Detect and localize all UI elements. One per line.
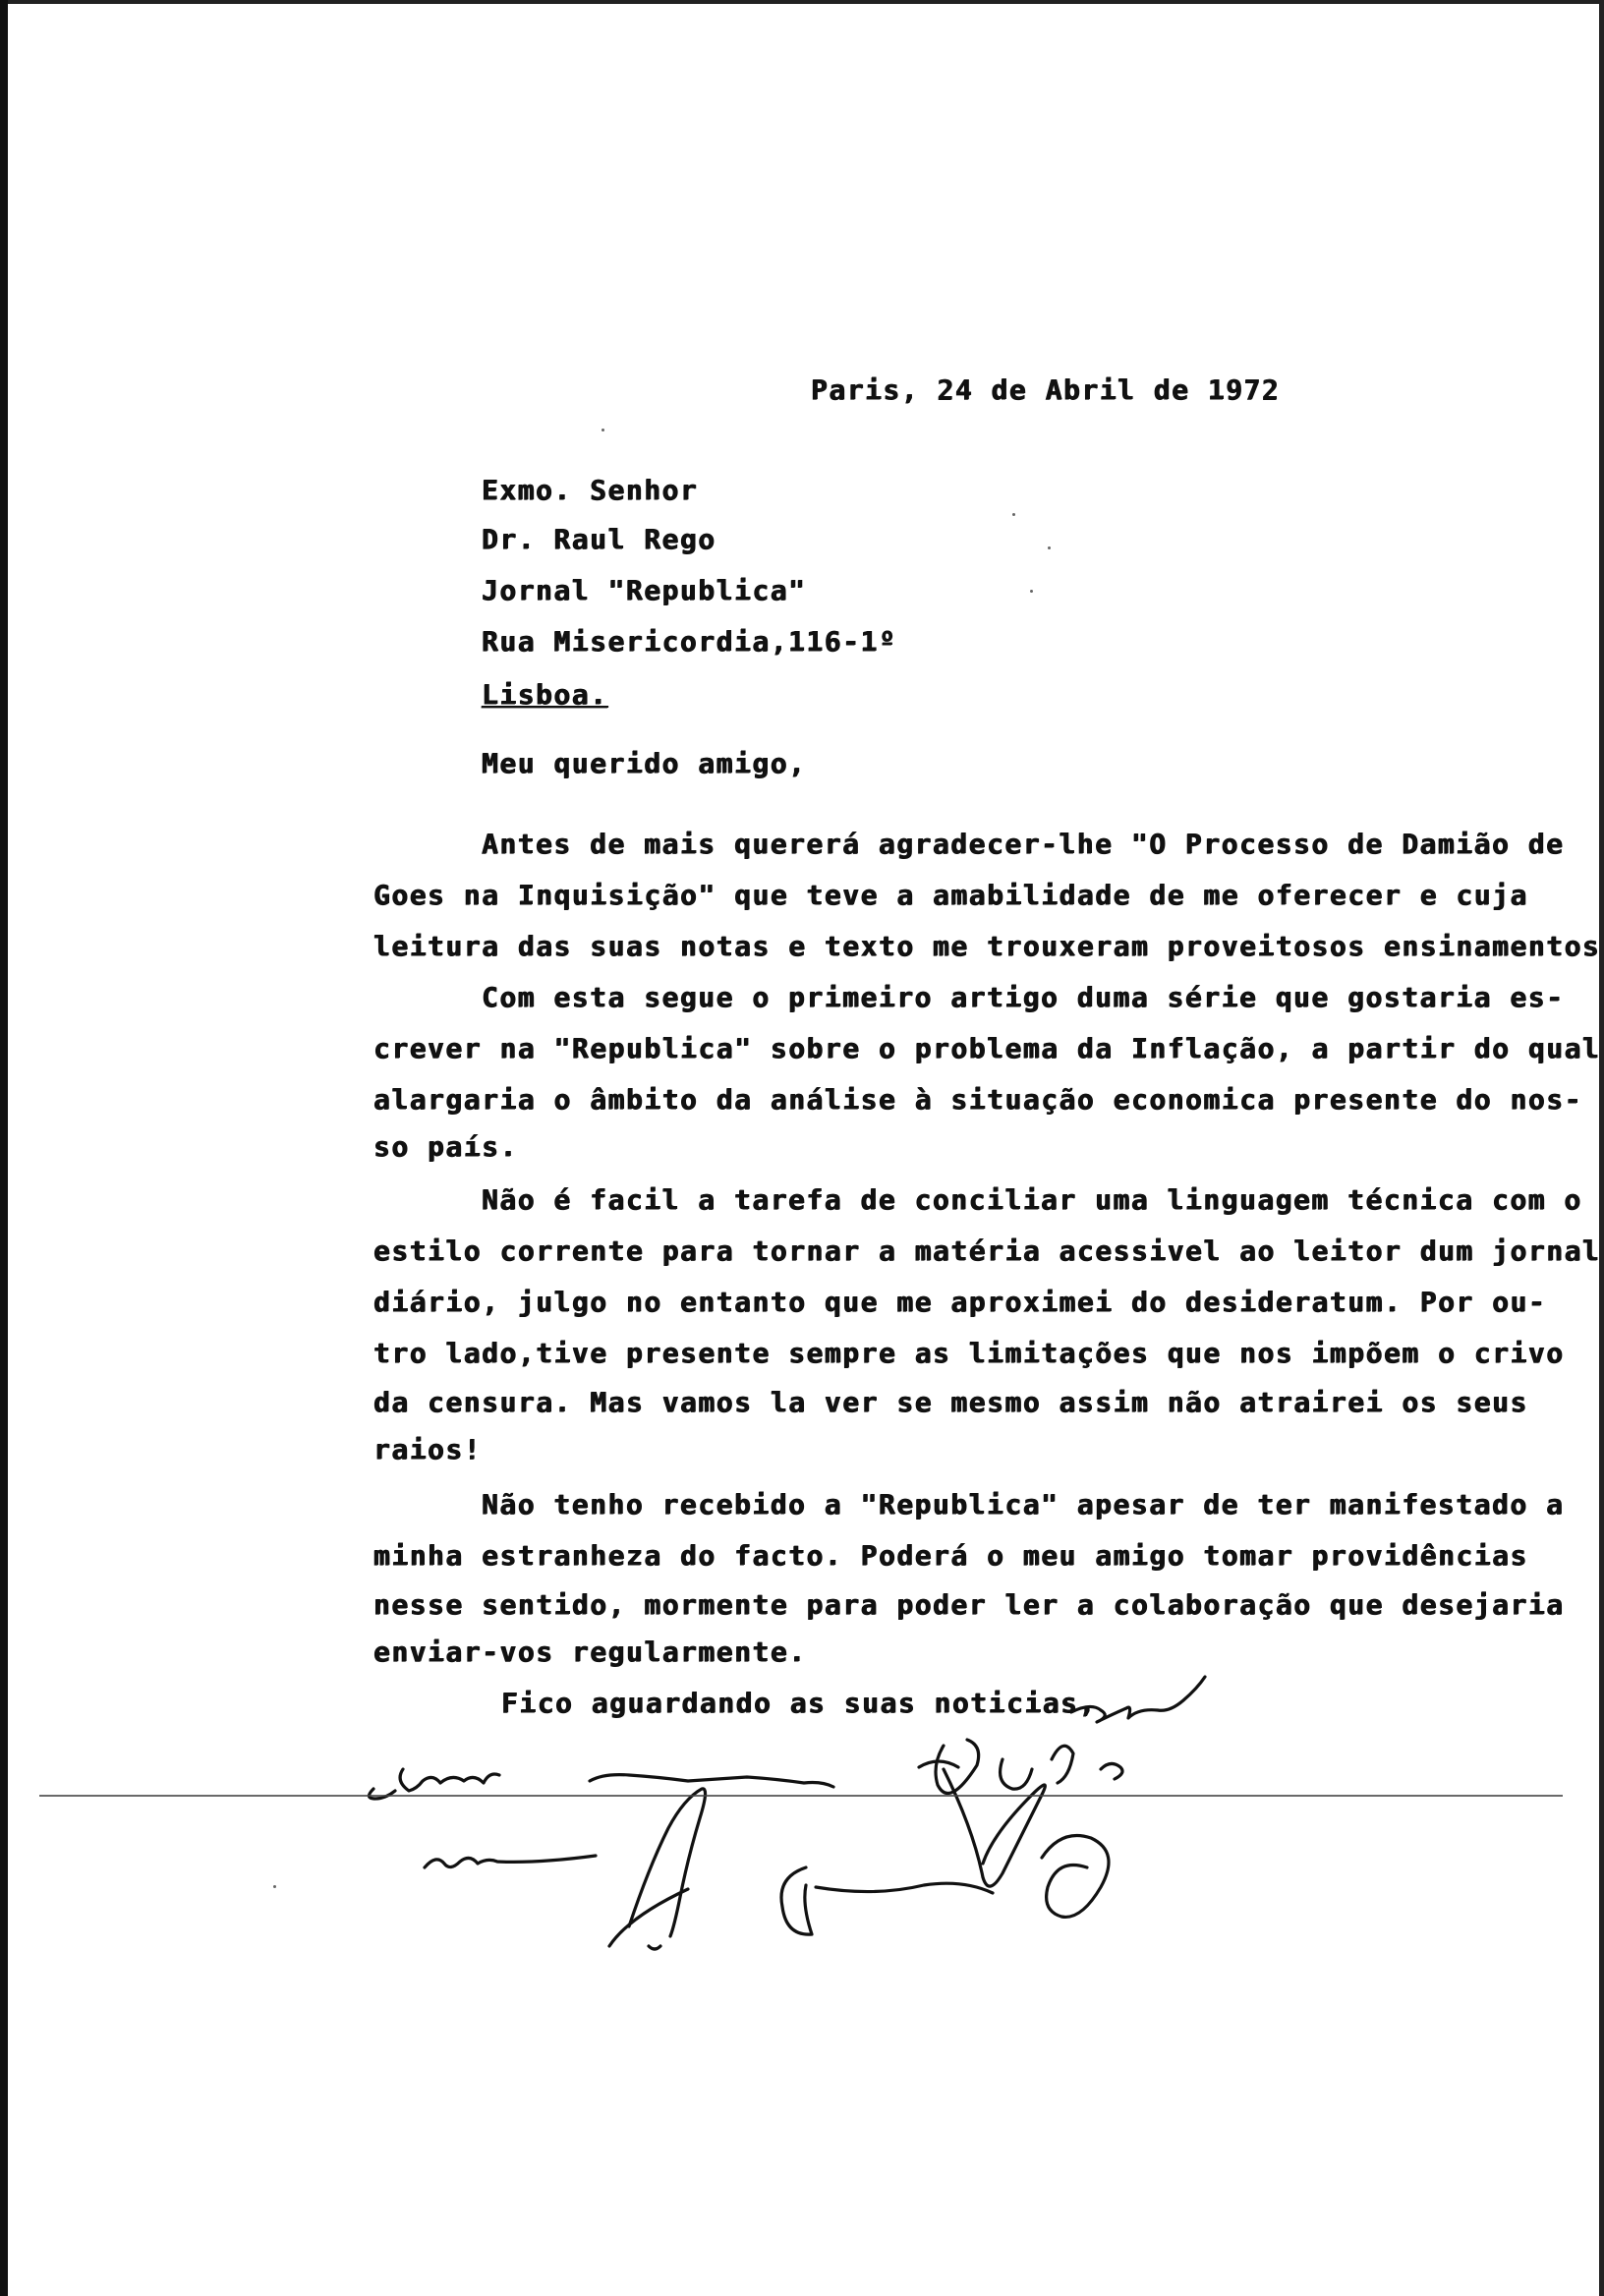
scan-edge-top: [0, 0, 1604, 4]
body-line: leitura das suas notas e texto me trouxeram proveitosos ensinamentos: [373, 930, 1601, 962]
body-line: crever na "Republica" sobre o problema da Inflação, a partir do qual: [373, 1032, 1601, 1064]
body-line: Não é facil a tarefa de conciliar uma linguagem técnica com o: [482, 1183, 1582, 1216]
body-line: da censura. Mas vamos la ver se mesmo assim não atrairei os seus: [373, 1386, 1528, 1418]
handwritten-signature: [354, 1651, 1582, 1966]
address-line-2: Dr. Raul Rego: [482, 523, 716, 555]
address-line-1: Exmo. Senhor: [482, 474, 699, 506]
body-line: tro lado,tive presente sempre as limitações que nos impõem o crivo: [373, 1337, 1565, 1369]
salutation: Meu querido amigo,: [482, 747, 807, 779]
body-line: Goes na Inquisição" que teve a amabilidade de me oferecer e cuja: [373, 879, 1528, 911]
body-line: alargaria o âmbito da análise à situação economica presente do nos-: [373, 1083, 1582, 1116]
address-line-5: Lisboa.: [482, 678, 608, 711]
body-line: estilo corrente para tornar a matéria acessivel ao leitor dum jornal: [373, 1234, 1601, 1267]
address-line-3: Jornal "Republica": [482, 574, 807, 606]
ink-speck: [1012, 513, 1015, 516]
scan-edge-right: [1599, 0, 1604, 2296]
closing-line: Fico aguardando as suas noticias,: [501, 1687, 1097, 1719]
body-line: raios!: [373, 1433, 483, 1465]
page-fold-line: [39, 1795, 1563, 1797]
address-line-4: Rua Misericordia,116-1º: [482, 625, 897, 658]
ink-speck: [1030, 590, 1033, 593]
body-line: diário, julgo no entanto que me aproximei do desideratum. Por ou-: [373, 1286, 1547, 1318]
ink-speck: [602, 429, 604, 431]
body-line: nesse sentido, mormente para poder ler a colaboração que desejaria: [373, 1588, 1565, 1621]
body-line: Com esta segue o primeiro artigo duma série que gostaria es-: [482, 981, 1565, 1013]
body-line: Antes de mais quererá agradecer-lhe "O Processo de Damião de: [482, 828, 1565, 860]
body-line: Não tenho recebido a "Republica" apesar de ter manifestado a: [482, 1488, 1565, 1521]
body-line: so país.: [373, 1130, 518, 1163]
letter-date: Paris, 24 de Abril de 1972: [811, 373, 1281, 406]
ink-speck: [1048, 546, 1051, 549]
scan-edge-left: [0, 0, 8, 2296]
body-line: minha estranheza do facto. Poderá o meu amigo tomar providências: [373, 1539, 1528, 1572]
body-line: enviar-vos regularmente.: [373, 1636, 807, 1668]
ink-speck: [273, 1885, 276, 1888]
